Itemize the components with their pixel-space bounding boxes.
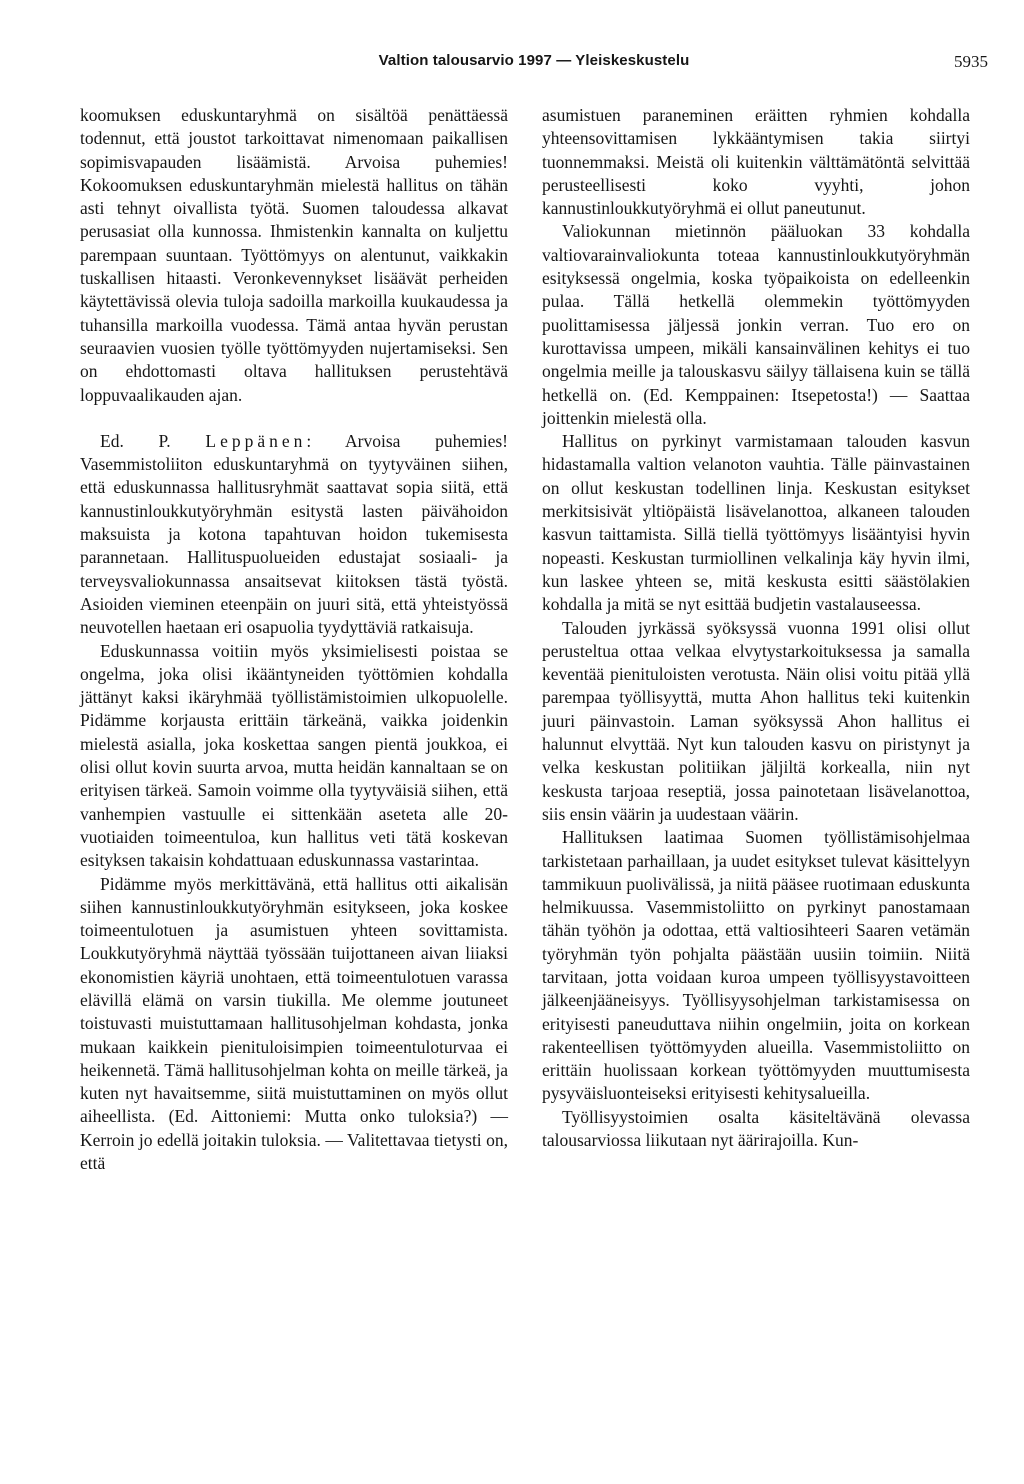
page-number: 5935 <box>954 52 988 71</box>
speaker-name: Leppänen <box>205 430 307 451</box>
page-header <box>80 52 988 76</box>
left-column <box>80 104 508 1175</box>
paragraph: Eduskunnassa voitiin myös yksimielisesti poistaa se ongelma, joka olisi ikääntyneiden työttömien kohdalla jättänyt kaksi ikäryhmää työllistämistoimien ulkopuolelle. Pidämme korjausta erittäin tärkeänä, vaikka joidenkin mielestä asialla, joka koskettaa sangen pientä joukkoa, ei olisi ollut kovin suurta arvoa, mutta heidän kannaltaan se on erityisen tärkeä. Samoin voimme olla tyytyväisiä siihen, että vanhempien vastuulle ei sittenkään aseteta alle 20-vuotiaiden toimeentuloa, kun hallitus veti tätä koskevan esityksen takaisin kohdattuaan eduskunnassa vastarintaa. <box>80 640 508 871</box>
paragraph: Hallitus on pyrkinyt varmistamaan talouden kasvun hidastamalla valtion velanoton vauhtia. Tälle päinvastainen on ollut keskustan todellinen linja. Keskustan esitykset merkitsisivät yltiöpäistä lisävelanottoa, alkaneen talouden kasvun taittamista. Sillä tiellä työttömyys lisääntyisi hyvin nopeasti. Keskustan turmiollinen velkalinja käy hyvin ilmi, kun laskee yhteen se, mitä keskusta esitti säästölakien kohdalla ja mitä se nyt esittää budjetin vastalauseessa. <box>542 431 970 615</box>
paragraph: Hallituksen laatimaa Suomen työllistämisohjelmaa tarkistetaan parhaillaan, ja uudet esitykset tulevat käsittelyyn tammikuun puolivälissä, ja niitä pääsee ruotimaan eduskunta helmikuussa. Vasemmistoliitto on pyrkinyt panostamaan tähän työhön ja odottaa, että valtiosihteeri Saaren vetämän työryhmän työn pohjalta päästään uusiin toimiin. Niitä tarvitaan, jotta voidaan kuroa umpeen työllisyystavoitteen jälkeenjääneisyys. Työllisyysohjelman tarkistamisessa on erityisesti paneuduttava niihin ongelmiin, joita on korkean rakenteellisen työttömyyden alueilla. Vasemmistoliitto on erittäin huolissaan korkean työttömyyden muuttumisesta pysyväisluonteiseksi erityisesti kehitysalueilla. <box>542 827 970 1104</box>
paragraph: Talouden jyrkässä syöksyssä vuonna 1991 olisi ollut perusteltua ottaa velkaa elvytystarkoituksessa ja samalla keventää pienituloisten verotusta. Näin olisi voitu pitää yllä parempaa työllisyyttä, mutta Ahon hallitus teki kuitenkin juuri päinvastoin. Laman syöksyssä Ahon hallitus ei halunnut elvyttää. Nyt kun talouden kasvu on piristynyt ja velka keskustan politiikan jäljiltä korkealla, niin nyt keskusta tarjoaa reseptiä, jossa painotetaan lisävelanottoa, siis ensin väärin ja uudestaan väärin. <box>542 617 970 824</box>
speaker-paragraph <box>80 430 508 640</box>
right-column <box>542 104 970 1152</box>
paragraph: Pidämme myös merkittävänä, että hallitus otti aikalisän siihen kannustinloukkutyöryhmän esitykseen, joka koskee toimeentulotuen ja asumistuen yhteen sovittamista. Loukkutyöryhmä näyttää työssään tuijottaneen aivan liiaksi ekonomistien käyriä unohtaen, että toimeentulotuen varassa elävillä elämä on varsin tiukilla. Me olemme joutuneet toistuvasti muistuttamaan hallitusohjelman kohdasta, jonka mukaan kaikkein pienituloisimpien toimeentuloturvaa ei heikennetä. Tämä hallitusohjelman kohta on meille tärkeä, ja kuten nyt havaitsemme, siitä muistuttaminen on myös ollut aiheellista. (Ed. Aittoniemi: Mutta onko tuloksia?) — Kerroin jo edellä joitakin tuloksia. — Valitettavaa tietysti on, että <box>80 873 508 1174</box>
speaker-prefix: Ed. P. <box>100 430 171 451</box>
paragraph: koomuksen eduskuntaryhmä on sisältöä penättäessä todennut, että joustot tarkoittavat nimenomaan paikallisen sopimisvapauden lisäämistä. Arvoisa puhemies! Kokoomuksen eduskuntaryhmän mielestä hallitus on tähän asti tehnyt oivallista työtä. Suomen taloudessa alkavat perusasiat olla kunnossa. Ihmistenkin kannalta on kuljettu parempaan suuntaan. Työttömyys on alentunut, vaikkakin tuskallisen hitaasti. Veronkevennykset lisäävät perheiden käytettävissä olevia tuloja sadoilla markoilla kuukaudessa ja tuhansilla markoilla vuodessa. Tämä antaa hyvän perustan seuraavien vuosien työlle työttömyyden nujertamiseksi. Sen on ehdottomasti oltava hallituksen perustehtävä loppuvaalikauden ajan. <box>80 105 508 405</box>
paragraph: Valiokunnan mietinnön pääluokan 33 kohdalla valtiovarainvaliokunta toteaa kannustinloukkutyöryhmän esityksessä ongelmia, koska työpaikoista on edelleenkin pulaa. Tällä hetkellä olemmekin työttömyyden puolittamisessa jäljessä jonkin verran. Tuo ero on kurottavissa umpeen, mikäli kansainvälinen kehitys ei tuo ongelmia meille ja talouskasvu säilyy tällaisena kuin se tällä hetkellä on. (Ed. Kemppainen: Itsepetosta!) — Saattaa joittenkin mielestä olla. <box>542 221 970 428</box>
paragraph: Työllisyystoimien osalta käsiteltävänä olevassa talousarviossa liikutaan nyt äärirajoilla. Kun- <box>542 1106 970 1151</box>
running-header-title: Valtion talousarvio 1997 — Yleiskeskustelu <box>378 52 690 69</box>
speech-text: : Arvoisa puhemies! Vasemmistoliiton eduskuntaryhmä on tyytyväinen siihen, että eduskunnassa hallitusryhmät saattavat sopia siitä, että kannustinloukkutyöryhmän esitystä lasten päivähoidon maksuista ja kotona tapahtuvan hoidon tukemisesta parannetaan. Hallituspuolueiden edustajat sosiaali- ja terveysvaliokunnassa ansaitsevat kiitoksen tästä työstä. Asioiden vieminen eteenpäin on juuri sitä, että yhteistyössä neuvotellen haetaan eri osapuolia tyydyttäviä ratkaisuja. <box>80 430 508 638</box>
paragraph: asumistuen paraneminen eräitten ryhmien kohdalla yhteensovittamisen lykkääntymisen takia siirtyi tuonnemmaksi. Meistä oli kuitenkin välttämätöntä selvittää perusteellisesti koko vyyhti, johon kannustinloukkutyöryhmä ei ollut paneutunut. <box>542 105 970 219</box>
